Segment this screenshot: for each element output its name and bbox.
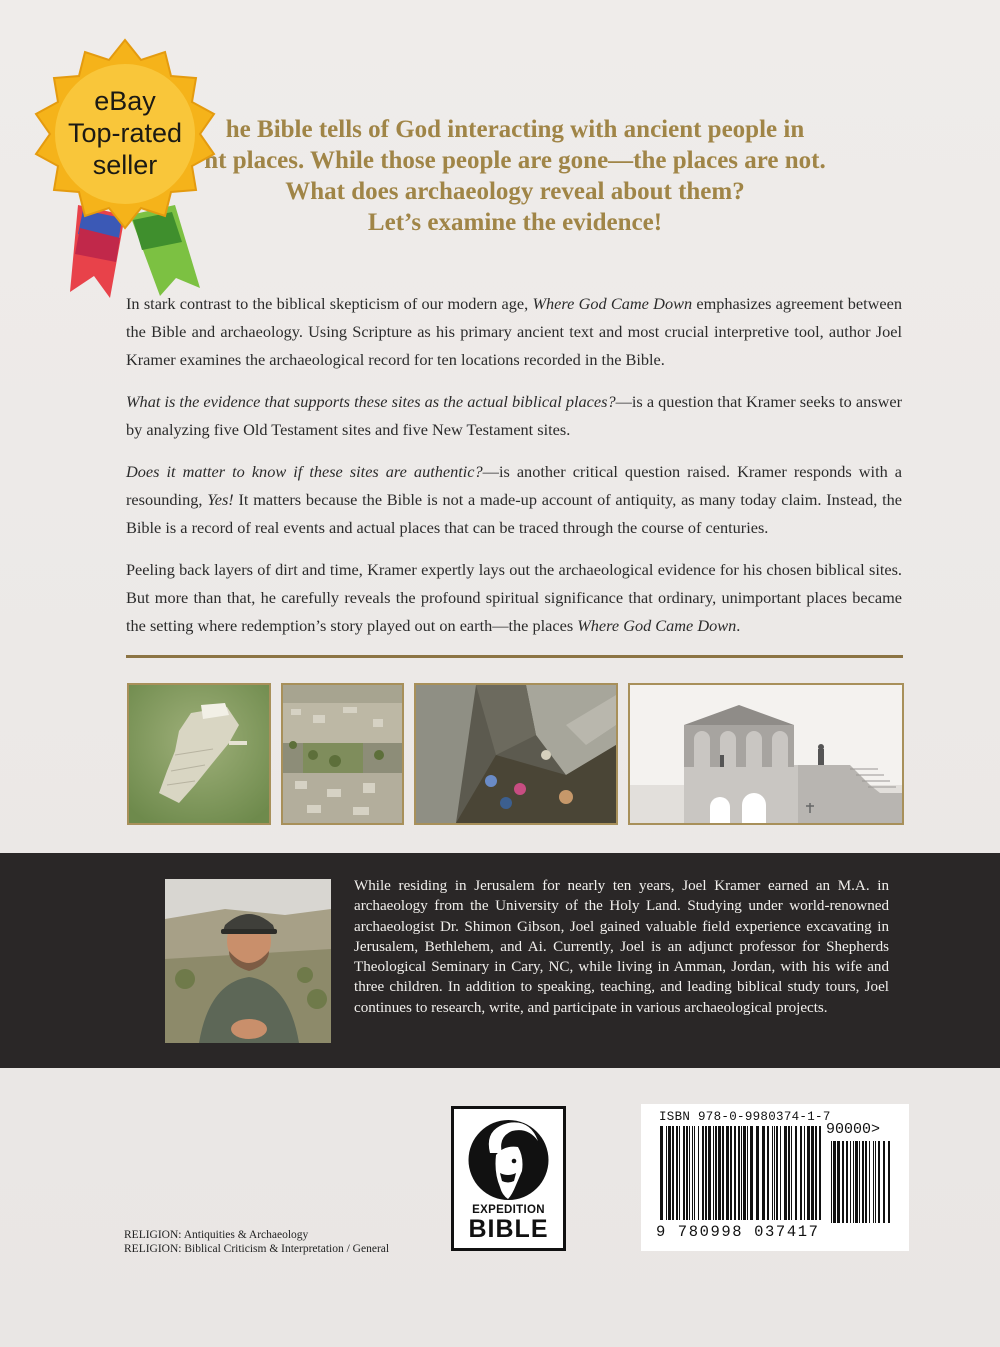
ibex-logo-icon [454, 1113, 563, 1203]
text-run: In stark contrast to the biblical skepticism of our modern age, [126, 294, 533, 313]
ebay-rosette-badge-icon [0, 30, 230, 300]
headline [150, 114, 880, 238]
divider [126, 655, 903, 658]
author-photo [165, 879, 331, 1043]
emphasis: Yes! [207, 490, 234, 509]
text-run: —is a question that Kramer seeks to answer by analyzing five Old Testament sites and five New Testament sites. [126, 392, 902, 439]
paragraph [126, 556, 902, 640]
price-barcode-bars [831, 1141, 895, 1223]
badge-line: Top-rated [67, 118, 183, 148]
question-italic: What is the evidence that supports these sites as the actual biblical places? [126, 392, 616, 411]
text-run: It matters because the Bible is not a made-up account of antiquity, as many today claim. Instead, the Bible is a record of real events and actual places that can be traced through the course of centuries. [126, 490, 902, 537]
isbn-text: ISBN 978-0-9980374-1-7 [659, 1110, 831, 1124]
question-italic: Does it matter to know if these sites are authentic? [126, 462, 483, 481]
category-line: RELIGION: Antiquities & Archaeology [124, 1229, 309, 1241]
text-run: —is another critical question raised. Kramer responds with a resounding, [126, 462, 902, 509]
publisher-logo [451, 1106, 566, 1251]
price-code: 90000> [826, 1121, 881, 1138]
book-title-italic: Where God Came Down [532, 294, 693, 313]
isbn-barcode [641, 1104, 909, 1251]
paragraph [126, 388, 902, 444]
headline-line: nt places. While those people are gone—the places are not. [204, 147, 826, 174]
book-title-italic: Where God Came Down [577, 616, 737, 635]
photo-city-aerial [281, 683, 404, 825]
isbn-digits: 9 780998 037417 [656, 1223, 820, 1241]
photo-excavation [414, 683, 618, 825]
description [126, 290, 902, 654]
logo-line-1: EXPEDITION [472, 1204, 545, 1216]
headline-line: he Bible tells of God interacting with ancient people in [225, 116, 805, 143]
barcode-bars [660, 1126, 825, 1220]
photo-aerial-model [127, 683, 271, 825]
headline-line: Let’s examine the evidence! [367, 209, 663, 236]
headline-line: What does archaeology reveal about them? [285, 178, 745, 205]
badge-line: eBay [94, 86, 156, 116]
category-line: RELIGION: Biblical Criticism & Interpretation / General [124, 1243, 390, 1255]
paragraph [126, 458, 902, 542]
badge-line: seller [92, 150, 158, 180]
bisac-categories [124, 1228, 389, 1256]
text-run: Peeling back layers of dirt and time, Kramer expertly lays out the archaeological evidence for his chosen biblical sites. But more than that, he carefully reveals the profound spiritual significance that ordinary, unimportant places became the setting where redemption’s story played out on earth—the places [126, 560, 902, 635]
logo-line-2: BIBLE [468, 1215, 549, 1243]
author-bio: While residing in Jerusalem for nearly ten years, Joel Kramer earned an M.A. in archaeology from the University of the Holy Land. Studying under world-renowned archaeologist Dr. Shimon Gibson, Joel gained valuable field experience excavating in Jerusalem, Bethlehem, and Ai. Currently, Joel is an adjunct professor for Shepherds Theological Seminary in Cary, NC, while living in Amman, Jordan, with his wife and three children. In addition to speaking, teaching, and leading biblical study tours, Joel continues to research, write, and participate in various archaeological projects. [354, 878, 889, 1016]
paragraph [126, 290, 902, 374]
photo-church-diagram [628, 683, 904, 825]
text-run: emphasizes agreement between the Bible and archaeology. Using Scripture as his primary ancient text and most crucial interpretive tool, author Joel Kramer examines the archaeological record for ten locations recorded in the Bible. [126, 294, 902, 369]
text-run: . [736, 616, 741, 635]
